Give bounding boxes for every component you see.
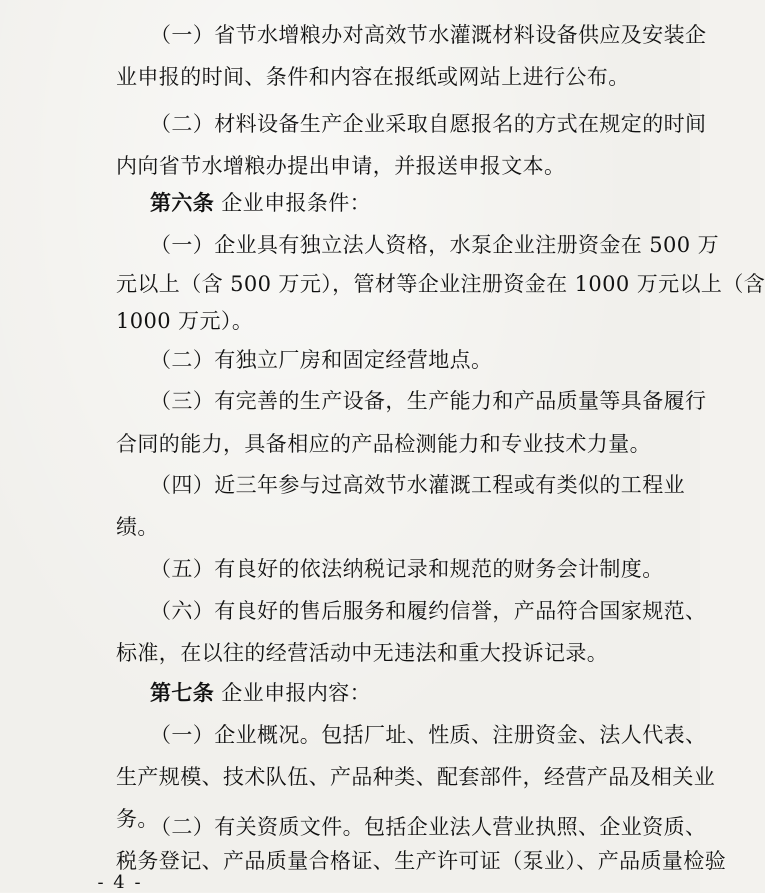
article-number: 第七条: [150, 681, 215, 705]
text-line: （一）企业具有独立法人资格，水泵企业注册资金在 500 万: [150, 233, 720, 257]
text-line: 1000 万元）。: [116, 309, 254, 333]
text-line: （六）有良好的售后服务和履约信誉，产品符合国家规范、: [150, 599, 707, 623]
text-line: （一）企业概况。包括厂址、性质、注册资金、法人代表、: [150, 723, 707, 747]
text-line: 元以上（含 500 万元），管材等企业注册资金在 1000 万元以上（含: [116, 272, 765, 296]
text-line: （二）有关资质文件。包括企业法人营业执照、企业资质、: [150, 815, 707, 839]
text-line: （五）有良好的依法纳税记录和规范的财务会计制度。: [150, 557, 664, 581]
text-line: （二）有独立厂房和固定经营地点。: [150, 348, 493, 372]
text-line: 标准，在以往的经营活动中无违法和重大投诉记录。: [116, 641, 609, 665]
text-line: 业申报的时间、条件和内容在报纸或网站上进行公布。: [116, 65, 630, 89]
article-title: 企业申报条件：: [214, 191, 372, 215]
text-line: （二）材料设备生产企业采取自愿报名的方式在规定的时间: [150, 112, 707, 136]
text-line: （三）有完善的生产设备，生产能力和产品质量等具备履行: [150, 389, 707, 413]
text-line: 税务登记、产品质量合格证、生产许可证（泵业）、产品质量检验: [116, 849, 727, 873]
text-line: 务。: [116, 807, 159, 831]
article-number: 第六条: [150, 191, 215, 215]
article-heading: [150, 676, 371, 710]
text-line: （四）近三年参与过高效节水灌溉工程或有类似的工程业: [150, 473, 685, 497]
article-title: 企业申报内容：: [214, 681, 372, 705]
page-number: - 4 -: [97, 872, 143, 893]
text-line: 合同的能力，具备相应的产品检测能力和专业技术力量。: [116, 432, 651, 456]
text-line: （一）省节水增粮办对高效节水灌溉材料设备供应及安装企: [150, 23, 707, 47]
article-heading: [150, 186, 371, 220]
text-line: 内向省节水增粮办提出申请，并报送申报文本。: [116, 154, 566, 178]
text-line: 绩。: [116, 515, 159, 539]
text-line: 生产规模、技术队伍、产品种类、配套部件，经营产品及相关业: [116, 765, 716, 789]
